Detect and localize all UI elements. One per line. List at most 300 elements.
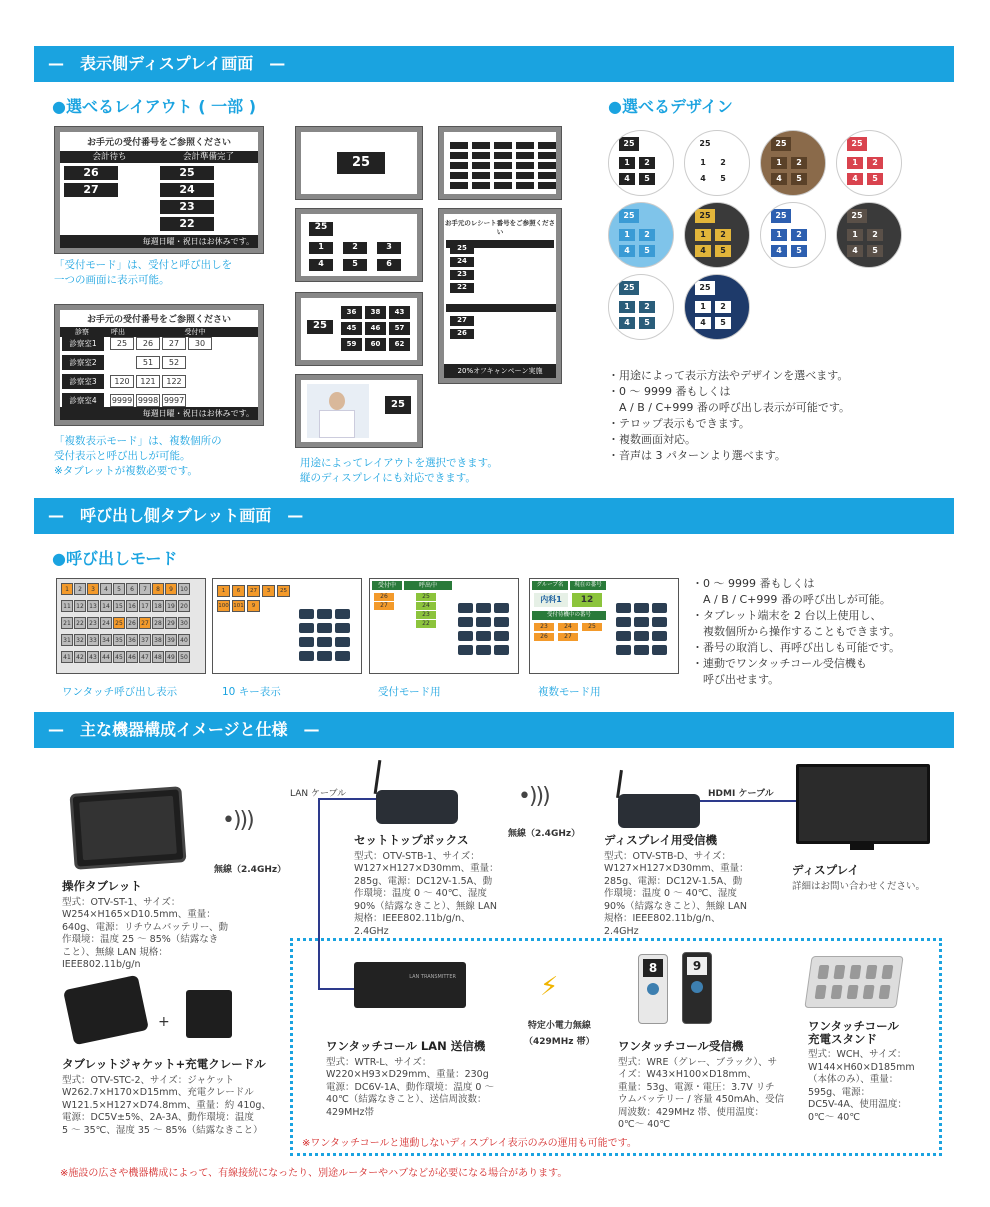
call-key[interactable]: 11	[61, 600, 73, 612]
bullet: ・連動でワンタッチコール受信機も	[692, 657, 867, 670]
number-tile: 22	[416, 620, 436, 628]
call-key[interactable]: 35	[113, 634, 125, 646]
grid-cell	[516, 172, 534, 179]
keypad-key[interactable]	[652, 645, 667, 655]
keypad-key[interactable]	[458, 631, 473, 641]
grid-cell	[472, 142, 490, 149]
call-key[interactable]: 17	[139, 600, 151, 612]
spec-line: W127×H127×D30mm、重量：	[354, 863, 499, 874]
design-sample[interactable]	[684, 274, 750, 340]
design-tile: 5	[639, 173, 655, 185]
call-key[interactable]: 6	[126, 583, 138, 595]
design-tile: 25	[771, 137, 791, 151]
design-tile: 25	[847, 137, 867, 151]
tablet-onetouch	[56, 578, 206, 674]
foot-note: ※施設の広さや機器構成によって、有線接続になったり、別途ルーターやハブなどが必要になる場合があります。	[60, 1168, 568, 1179]
call-key[interactable]: 42	[74, 651, 86, 663]
layout-screen-grid-dense	[438, 126, 562, 200]
design-tile: 5	[867, 245, 883, 257]
number-tile: 24	[160, 183, 214, 197]
number-tile: 25	[450, 244, 474, 254]
call-key[interactable]: 30	[178, 617, 190, 629]
design-tile: 4	[619, 173, 635, 185]
keypad-key[interactable]	[317, 623, 332, 633]
number-tile: 5	[343, 259, 367, 271]
spec-stb	[354, 834, 504, 938]
keypad-key[interactable]	[335, 637, 350, 647]
row-label: 診察室4	[62, 393, 104, 408]
device-name: セットトップボックス	[354, 833, 469, 847]
call-key[interactable]: 25	[113, 617, 125, 629]
design-sample[interactable]	[760, 130, 826, 196]
screen-footer: 毎週日曜・祝日はお休みです。	[60, 235, 258, 248]
screen-header: お手元のレシート番号をご参照ください	[444, 219, 556, 236]
call-key[interactable]: 101	[232, 600, 245, 612]
number-cell: 120	[110, 375, 134, 388]
grid-cell	[538, 152, 556, 159]
number-cell: 25	[110, 337, 134, 350]
call-key[interactable]: 15	[113, 600, 125, 612]
keypad-key[interactable]	[476, 631, 491, 641]
spec-line: W254×H165×D10.5mm、重量：	[62, 909, 216, 920]
spec-line: 規格：IEEE802.11b/g/n、	[604, 913, 721, 924]
number-tile: 26	[374, 593, 394, 601]
design-tile: 4	[771, 245, 787, 257]
pager-light	[691, 981, 703, 993]
design-sample[interactable]	[684, 130, 750, 196]
grid-cell	[472, 152, 490, 159]
call-key[interactable]: 45	[113, 651, 125, 663]
tablet-jacket	[63, 975, 149, 1046]
call-key[interactable]: 3	[87, 583, 99, 595]
section-header-display: — 表示側ディスプレイ画面 —	[34, 46, 954, 82]
spec-pager	[618, 1040, 788, 1132]
number-cell: 52	[162, 356, 186, 369]
call-key[interactable]: 50	[178, 651, 190, 663]
tablet-reception	[369, 578, 519, 674]
spec-lan-transmitter	[326, 1040, 516, 1119]
keypad-key[interactable]	[317, 637, 332, 647]
layout-screen-multi	[54, 304, 264, 426]
call-key[interactable]: 1	[217, 585, 230, 597]
keypad-key[interactable]	[335, 623, 350, 633]
call-key[interactable]: 41	[61, 651, 73, 663]
desc-layout	[300, 456, 498, 486]
number-tile: 43	[389, 306, 410, 319]
design-tile: 5	[639, 245, 655, 257]
design-tile: 1	[695, 301, 711, 313]
keypad-key[interactable]	[299, 637, 314, 647]
spec-line: 型式：OTV-STB-D、サイズ：	[604, 850, 731, 862]
design-tile: 4	[695, 245, 711, 257]
number-tile: 24	[558, 623, 578, 631]
bullet: ・用途によって表示方法やデザインを選べます。	[608, 369, 849, 382]
bullet: ・テロップ表示もできます。	[608, 417, 750, 430]
keypad-key[interactable]	[476, 603, 491, 613]
doctor-photo	[307, 384, 369, 438]
charging-slot	[817, 965, 829, 979]
spec-display	[792, 864, 952, 893]
keypad-key[interactable]	[335, 651, 350, 661]
design-tile: 1	[619, 157, 635, 169]
design-tile: 25	[847, 209, 867, 223]
keypad-key[interactable]	[299, 651, 314, 661]
number-tile: 26	[64, 166, 118, 180]
keypad-key[interactable]	[317, 651, 332, 661]
screen-header: お手元の受付番号をご参照ください	[86, 138, 231, 148]
room-label: 内科1	[534, 593, 568, 607]
call-key[interactable]: 2	[74, 583, 86, 595]
keypad-key[interactable]	[616, 603, 631, 613]
spec-line: 型式：WRE（グレー、ブラック）、サ	[618, 1056, 778, 1068]
keypad-key[interactable]	[634, 645, 649, 655]
number-tile: 6	[377, 259, 401, 271]
design-tile: 2	[715, 229, 731, 241]
radio-label-line: 特定小電力無線	[527, 1021, 591, 1031]
box-note: ※ワンタッチコールと連動しないディスプレイ表示のみの運用も可能です。	[302, 1138, 637, 1149]
design-tile: 1	[771, 229, 787, 241]
call-key[interactable]: 9	[165, 583, 177, 595]
number-tile: 27	[558, 633, 578, 641]
col-header: 診察	[75, 328, 89, 336]
bullet: A / B / C+999 番の呼び出しが可能。	[692, 593, 891, 606]
number-tile: 57	[389, 322, 410, 335]
grid-cell	[450, 182, 468, 189]
display-monitor	[796, 764, 930, 844]
keypad-key[interactable]	[494, 631, 509, 641]
call-key[interactable]: 6	[232, 585, 245, 597]
spec-line: 型式：WTR-L、サイズ：	[326, 1056, 432, 1068]
design-sample[interactable]	[608, 202, 674, 268]
col-header: 受付待機中の番号	[532, 611, 606, 620]
current-number: 12	[572, 593, 602, 607]
call-key[interactable]: 31	[61, 634, 73, 646]
design-tile: 25	[695, 281, 715, 295]
pager-light	[647, 983, 659, 995]
call-key[interactable]: 28	[152, 617, 164, 629]
call-key[interactable]: 4	[100, 583, 112, 595]
charging-slot	[879, 985, 891, 999]
keypad-key[interactable]	[458, 617, 473, 627]
spec-line: 詳細はお問い合わせください。	[792, 880, 926, 892]
keypad-key[interactable]	[494, 603, 509, 613]
keypad-key[interactable]	[299, 609, 314, 619]
call-key[interactable]: 100	[217, 600, 230, 612]
call-key[interactable]: 12	[74, 600, 86, 612]
spec-line: 重量：53g、電源・電圧：3.7V リチ	[618, 1081, 775, 1093]
charging-slot	[849, 965, 861, 979]
call-key[interactable]: 38	[152, 634, 164, 646]
layout-screen-doctor	[295, 374, 423, 448]
number-cell: 9998	[137, 396, 159, 405]
number-tile: 26	[450, 329, 474, 339]
call-key[interactable]: 3	[262, 585, 275, 597]
col-header: 現在の番号	[570, 581, 606, 590]
keypad-key[interactable]	[616, 631, 631, 641]
call-key[interactable]: 16	[126, 600, 138, 612]
number-cell: 30	[188, 337, 212, 350]
design-tile: 25	[695, 209, 715, 223]
desc-line: 用途によってレイアウトを選択できます。	[300, 457, 498, 469]
call-key[interactable]: 46	[126, 651, 138, 663]
grid-cell	[538, 172, 556, 179]
spec-tablet	[62, 880, 242, 972]
call-key[interactable]: 39	[165, 634, 177, 646]
tablet-device	[69, 786, 186, 870]
number-tile: 25	[160, 166, 214, 180]
spec-line: W220×H93×D29mm、重量：230g	[326, 1069, 489, 1080]
layout-screen-grid9	[295, 292, 423, 366]
spec-line: 周波数：429MHz 帯、使用温度：	[618, 1106, 764, 1118]
spec-line: W121.5×H127×D74.8mm、重量：約 410g、	[62, 1099, 271, 1111]
design-tile: 1	[695, 157, 711, 169]
number-tile: 25	[416, 593, 436, 601]
design-tile: 2	[791, 229, 807, 241]
call-key[interactable]: 1	[61, 583, 73, 595]
keypad-key[interactable]	[458, 603, 473, 613]
keypad-key[interactable]	[317, 609, 332, 619]
spec-line: 作環境：温度 25 ～ 85%（結露なき	[62, 934, 219, 945]
charging-slot	[863, 985, 875, 999]
number-cell: 26	[136, 337, 160, 350]
spec-line: 0℃～ 40℃	[808, 1111, 860, 1123]
spec-line: 0℃～ 40℃	[618, 1119, 670, 1130]
col-header: 呼出	[111, 328, 125, 336]
lan-transmitter-device	[354, 962, 466, 1008]
design-tile: 5	[715, 317, 731, 329]
design-tile: 2	[715, 157, 731, 169]
design-tile: 2	[715, 301, 731, 313]
grid-cell	[516, 152, 534, 159]
number-tile: 22	[160, 217, 214, 231]
spec-line: 型式：OTV-STB-1、サイズ：	[354, 850, 480, 862]
design-tile: 4	[695, 317, 711, 329]
grid-cell	[538, 142, 556, 149]
keypad-key[interactable]	[335, 609, 350, 619]
screen-header: お手元の受付番号をご参照ください	[86, 315, 231, 325]
bullet: ・0 ～ 9999 番もしくは	[608, 385, 731, 398]
design-sample[interactable]	[836, 202, 902, 268]
spec-line: 640g、電源：リチウムバッテリー、動	[62, 921, 228, 933]
grid-cell	[516, 182, 534, 189]
wireless-icon: •)))	[222, 808, 253, 833]
call-key[interactable]: 27	[247, 585, 260, 597]
grid-cell	[538, 182, 556, 189]
design-sample[interactable]	[836, 130, 902, 196]
spec-line: 285g、電源：DC12V-1.5A、動	[354, 875, 493, 887]
spec-receiver	[604, 834, 764, 938]
section-header-equipment: — 主な機器構成イメージと仕様 —	[34, 712, 954, 748]
number-tile: 23	[450, 270, 474, 280]
col-header: 会計待ち	[92, 152, 127, 162]
screen-footer: 毎週日曜・祝日はお休みです。	[60, 407, 258, 420]
call-key[interactable]: 40	[178, 634, 190, 646]
charge-cradle	[186, 990, 232, 1038]
desc-multi	[54, 434, 222, 479]
call-key[interactable]: 18	[152, 600, 164, 612]
design-sample[interactable]	[608, 274, 674, 340]
layout-screen-single	[295, 126, 423, 200]
grid-cell	[494, 162, 512, 169]
keypad-key[interactable]	[652, 631, 667, 641]
tablet-tenkey	[212, 578, 362, 674]
grid-cell	[450, 172, 468, 179]
design-tile: 5	[715, 173, 731, 185]
spec-line: 作環境：温度 0 ～ 40℃、湿度	[354, 888, 487, 899]
grid-cell	[494, 182, 512, 189]
call-key[interactable]: 5	[113, 583, 125, 595]
call-key[interactable]: 26	[126, 617, 138, 629]
design-tile: 4	[771, 173, 787, 185]
design-tile: 25	[695, 137, 715, 151]
keypad-key[interactable]	[476, 617, 491, 627]
call-key[interactable]: 27	[139, 617, 151, 629]
design-tile: 2	[639, 157, 655, 169]
call-key[interactable]: 20	[178, 600, 190, 612]
grid-cell	[516, 162, 534, 169]
caption-onetouch: ワンタッチ呼び出し表示	[62, 686, 178, 698]
radio-label-line: （429MHz 帯）	[524, 1037, 595, 1047]
bullet: 呼び出せます。	[692, 673, 780, 686]
call-key[interactable]: 13	[87, 600, 99, 612]
call-key[interactable]: 7	[139, 583, 151, 595]
design-tile: 5	[715, 245, 731, 257]
call-key[interactable]: 9	[247, 600, 260, 612]
grid-cell	[450, 142, 468, 149]
charging-slot	[815, 985, 827, 999]
call-key[interactable]: 25	[277, 585, 290, 597]
call-key[interactable]: 43	[87, 651, 99, 663]
call-key[interactable]: 23	[87, 617, 99, 629]
keypad-key[interactable]	[634, 617, 649, 627]
number-cell: 27	[162, 337, 186, 350]
device-name: ディスプレイ	[792, 863, 860, 877]
designs-title: ●選べるデザイン	[608, 97, 733, 116]
device-name: ワンタッチコール受信機	[618, 1039, 744, 1053]
grid-cell	[450, 152, 468, 159]
row-label: 診察室3	[62, 374, 104, 389]
keypad-key[interactable]	[458, 645, 473, 655]
design-tile: 5	[791, 173, 807, 185]
keypad-key[interactable]	[616, 645, 631, 655]
call-key[interactable]: 49	[165, 651, 177, 663]
device-name: 充電スタンド	[808, 1031, 877, 1046]
call-key[interactable]: 14	[100, 600, 112, 612]
design-tile: 25	[619, 281, 639, 295]
number-tile: 25	[307, 320, 333, 334]
spec-line: 429MHz帯	[326, 1106, 374, 1118]
spec-line: W127×H127×D30mm、重量：	[604, 863, 749, 874]
call-key[interactable]: 32	[74, 634, 86, 646]
number-tile: 23	[534, 623, 554, 631]
call-key[interactable]: 10	[178, 583, 190, 595]
keypad-key[interactable]	[652, 617, 667, 627]
number-cell: 121	[136, 375, 160, 388]
keypad-key[interactable]	[616, 617, 631, 627]
keypad-key[interactable]	[634, 603, 649, 613]
number-tile: 4	[309, 259, 333, 271]
keypad-key[interactable]	[494, 645, 509, 655]
desc-line: 「複数表示モード」は、複数個所の	[54, 435, 222, 447]
spec-line: 電源：DC6V-1A、動作環境：温度 0 ～	[326, 1081, 494, 1093]
bullet: ・0 ～ 9999 番もしくは	[692, 577, 815, 590]
call-key[interactable]: 37	[139, 634, 151, 646]
design-tile: 2	[639, 229, 655, 241]
charging-slot	[865, 965, 877, 979]
spec-line: W262.7×H170×D15mm、充電クレードル	[62, 1087, 254, 1098]
call-key[interactable]: 33	[87, 634, 99, 646]
number-cell: 9999	[111, 396, 133, 405]
design-sample[interactable]	[684, 202, 750, 268]
bullet: ・音声は 3 パターンより選べます。	[608, 449, 786, 462]
lan-cable-label: LAN ケーブル	[290, 789, 347, 799]
design-tile: 4	[847, 173, 863, 185]
design-tile: 4	[847, 245, 863, 257]
spec-line: 作環境：温度 0 ～ 40℃、湿度	[604, 888, 737, 899]
keypad-key[interactable]	[299, 623, 314, 633]
device-name: タブレットジャケット+充電クレードル	[62, 1057, 266, 1071]
col-header: 受付中	[184, 328, 206, 336]
grid-cell	[472, 172, 490, 179]
design-sample[interactable]	[760, 202, 826, 268]
col-header: 受付中	[372, 581, 402, 590]
wireless-label: 無線（2.4GHz）	[214, 865, 287, 875]
number-tile: 27	[374, 602, 394, 610]
call-key[interactable]: 8	[152, 583, 164, 595]
spec-line: 595g、電源：	[808, 1086, 871, 1098]
antenna	[374, 760, 382, 794]
keypad-key[interactable]	[476, 645, 491, 655]
design-tile: 25	[619, 209, 639, 223]
keypad-key[interactable]	[634, 631, 649, 641]
device-name: 操作タブレット	[62, 879, 142, 893]
design-tile: 5	[639, 317, 655, 329]
design-tile: 25	[771, 209, 791, 223]
call-key[interactable]: 44	[100, 651, 112, 663]
plus-sign: +	[158, 1014, 170, 1030]
spec-line: 規格：IEEE802.11b/g/n、	[354, 913, 471, 924]
device-label: LAN TRANSMITTER	[409, 974, 456, 980]
call-key[interactable]: 19	[165, 600, 177, 612]
call-key[interactable]: 47	[139, 651, 151, 663]
number-tile: 1	[309, 242, 333, 254]
design-sample[interactable]	[608, 130, 674, 196]
design-tile: 4	[619, 245, 635, 257]
number-tile: 62	[389, 338, 410, 351]
keypad-key[interactable]	[494, 617, 509, 627]
call-key[interactable]: 22	[74, 617, 86, 629]
design-tile: 4	[619, 317, 635, 329]
call-key[interactable]: 29	[165, 617, 177, 629]
caption-multi: 複数モード用	[538, 686, 601, 698]
desc-line: 一つの画面に表示可能。	[54, 274, 170, 286]
grid-cell	[494, 152, 512, 159]
hdmi-cable-label: HDMI ケーブル	[708, 789, 774, 799]
number-tile: 3	[377, 242, 401, 254]
keypad-key[interactable]	[652, 603, 667, 613]
col-header: 呼出中	[404, 581, 452, 590]
call-key[interactable]: 36	[126, 634, 138, 646]
doctor-coat	[319, 410, 355, 438]
call-key[interactable]: 34	[100, 634, 112, 646]
charging-slot	[831, 985, 843, 999]
device-name: ワンタッチコール LAN 送信機	[326, 1039, 486, 1053]
call-key[interactable]: 21	[61, 617, 73, 629]
number-tile: 25	[337, 152, 385, 174]
call-key[interactable]: 24	[100, 617, 112, 629]
call-key[interactable]: 48	[152, 651, 164, 663]
spec-line: 5 ～ 35℃、湿度 35 ～ 85%（結露なきこと）	[62, 1124, 263, 1136]
